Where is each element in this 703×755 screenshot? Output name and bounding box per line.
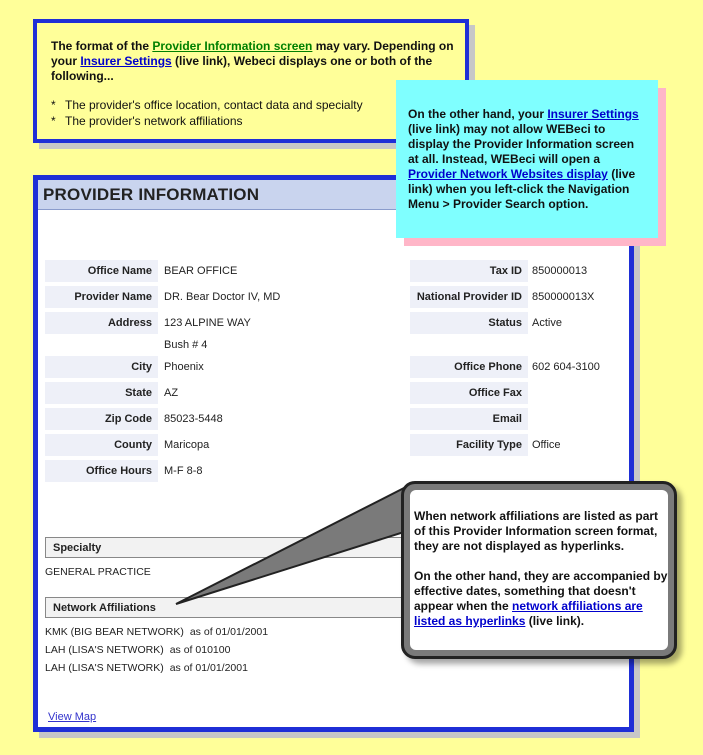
affiliation-date: as of 010100 <box>169 644 231 656</box>
specialty-heading: Specialty <box>45 537 415 558</box>
callout-paragraph-2 <box>414 569 668 629</box>
affiliation-date: as of 01/01/2001 <box>169 662 248 674</box>
affiliation-name: KMK (BIG BEAR NETWORK) <box>45 626 184 638</box>
insurer-settings-callout <box>396 80 658 238</box>
specialty-value: GENERAL PRACTICE <box>45 566 151 578</box>
tax-id-value: 850000013 <box>532 265 588 277</box>
facility-type-value: Office <box>532 439 561 451</box>
tax-id-label: Tax ID <box>410 260 528 282</box>
office-hours-label: Office Hours <box>45 460 158 482</box>
provider-information-screen-link[interactable]: Provider Information screen <box>152 39 313 53</box>
city-value: Phoenix <box>164 361 204 373</box>
insurer-settings-link[interactable]: Insurer Settings <box>80 54 172 68</box>
npi-label: National Provider ID <box>410 286 528 308</box>
facility-type-label: Facility Type <box>410 434 528 456</box>
state-value: AZ <box>164 387 179 399</box>
county-label: County <box>45 434 158 456</box>
office-phone-value: 602 604-3100 <box>532 361 600 373</box>
provider-name-value: DR. Bear Doctor IV, MD <box>164 291 281 303</box>
affiliation-row <box>45 626 268 638</box>
note-text-1: The format of the <box>51 39 153 53</box>
city-label: City <box>45 356 158 378</box>
callout-text-3: (live link) when you left-click the Navigation Menu > Provider Search option. <box>408 167 636 211</box>
office-name-value: BEAR OFFICE <box>164 265 238 277</box>
npi-value: 850000013X <box>532 291 595 303</box>
network-affiliations-hyperlinks-link[interactable]: network affiliations are listed as hyperlinks <box>414 599 643 628</box>
insurer-settings-link-2[interactable]: Insurer Settings <box>547 107 639 121</box>
zip-code-label: Zip Code <box>45 408 158 430</box>
callout-text-5: (live link). <box>525 614 585 628</box>
view-map-link[interactable]: View Map <box>48 711 97 723</box>
provider-name-label: Provider Name <box>45 286 158 308</box>
bullet-item: * The provider's network affiliations <box>51 114 465 129</box>
status-value: Active <box>532 317 562 329</box>
network-affiliations-callout <box>401 481 677 659</box>
zip-code-value: 85023-5448 <box>164 413 223 425</box>
affiliation-name: LAH (LISA'S NETWORK) <box>45 662 164 674</box>
callout-text-4: On the other hand, they are accompanied by effective dates, something that doesn't appear when the <box>414 569 668 613</box>
office-name-label: Office Name <box>45 260 158 282</box>
callout-text-1: On the other hand, your <box>408 107 548 121</box>
office-phone-label: Office Phone <box>410 356 528 378</box>
network-affiliations-callout-body <box>410 490 668 650</box>
affiliation-date: as of 01/01/2001 <box>189 626 269 638</box>
provider-network-websites-link[interactable]: Provider Network Websites display <box>408 167 608 181</box>
address-line2-value: Bush # 4 <box>164 339 208 351</box>
format-note-text <box>51 39 465 84</box>
status-label: Status <box>410 312 528 334</box>
affiliation-row <box>45 644 230 656</box>
email-label: Email <box>410 408 528 430</box>
callout-text-2: (live link) may not allow WEBeci to display the Provider Information screen at all. Instead, WEBeci will open a <box>408 122 635 166</box>
state-label: State <box>45 382 158 404</box>
address-value: 123 ALPINE WAY <box>164 317 251 329</box>
address-label: Address <box>45 312 158 334</box>
note-text-3: (live link), Webeci displays one or both of the following... <box>51 54 433 83</box>
office-fax-label: Office Fax <box>410 382 528 404</box>
office-hours-value: M-F 8-8 <box>164 465 203 477</box>
panel-title: PROVIDER INFORMATION <box>43 185 260 204</box>
note-text-2: may vary. Depending on your <box>51 39 454 68</box>
affiliation-name: LAH (LISA'S NETWORK) <box>45 644 164 656</box>
bullet-item: * The provider's office location, contact data and specialty <box>51 98 465 113</box>
network-affiliations-heading: Network Affiliations <box>45 597 415 618</box>
county-value: Maricopa <box>164 439 210 451</box>
callout-paragraph-1: When network affiliations are listed as part of this Provider Information screen format, they are not displayed as hyperlinks. <box>414 509 659 553</box>
affiliation-row <box>45 662 248 674</box>
